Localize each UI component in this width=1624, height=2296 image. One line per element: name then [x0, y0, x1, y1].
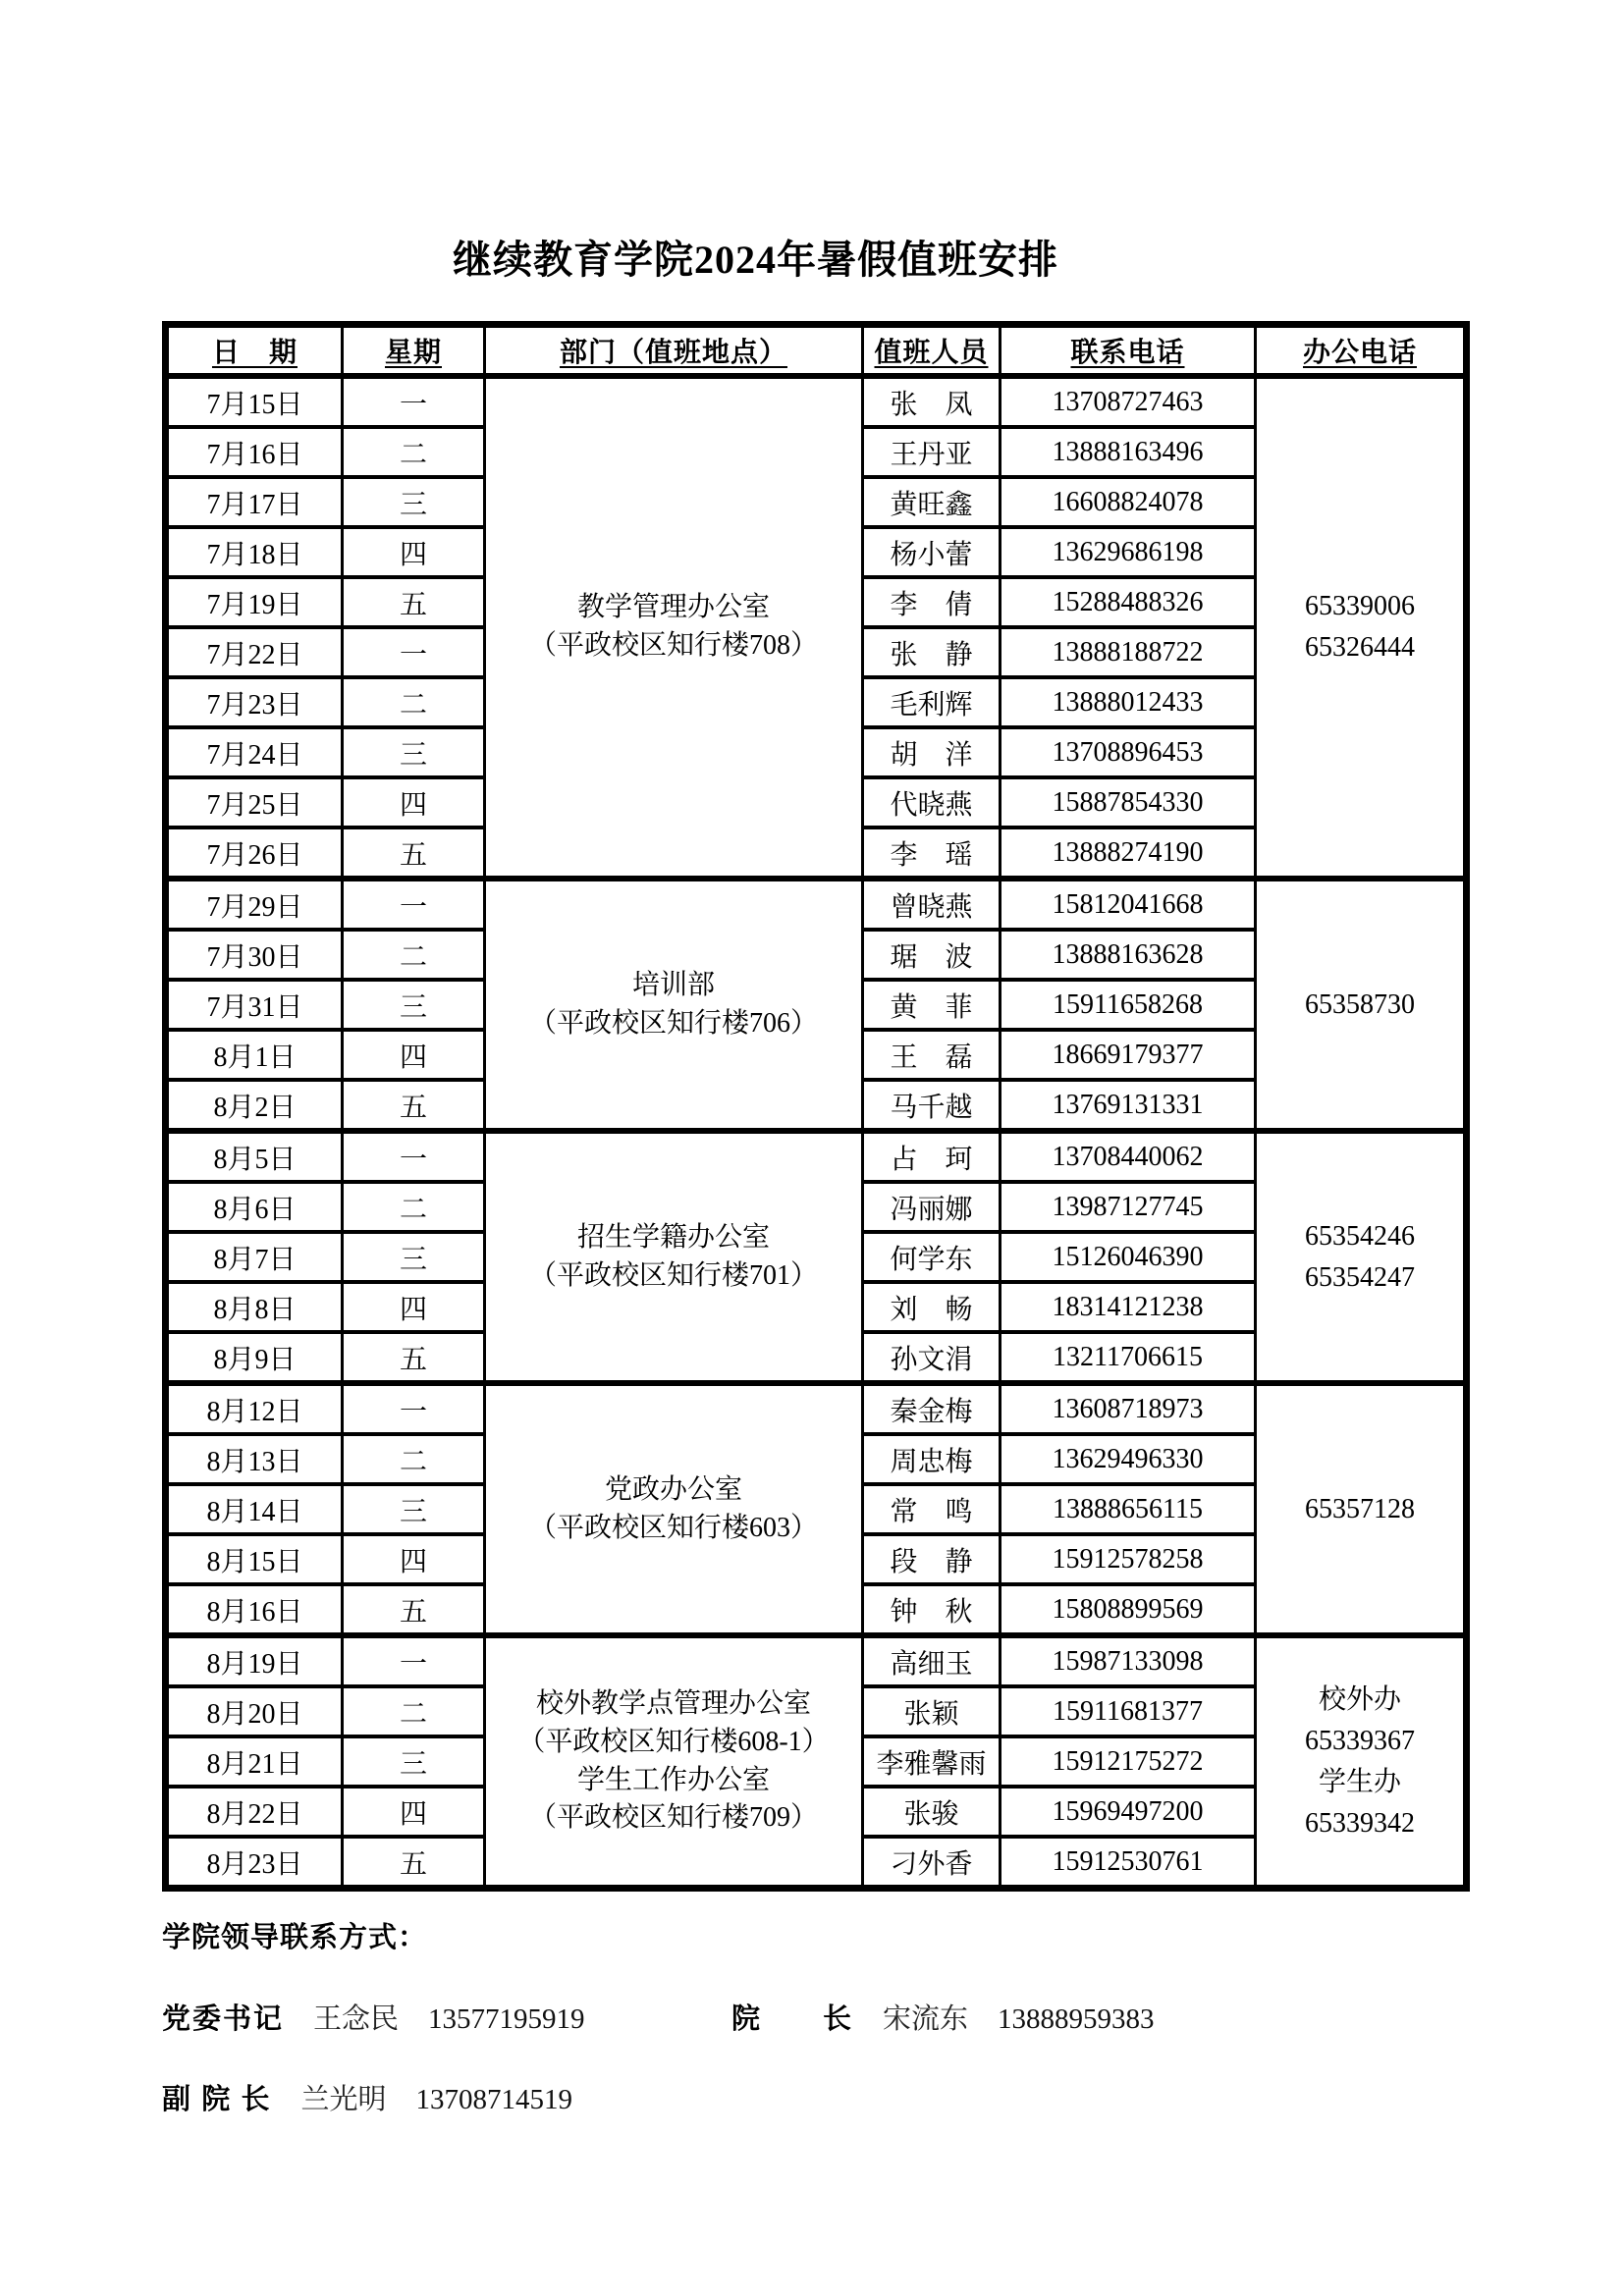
date-cell: 7月19日 [166, 577, 343, 627]
weekday-cell: 三 [343, 1232, 485, 1282]
phone-cell: 18669179377 [1001, 1030, 1256, 1080]
person-cell: 李雅馨雨 [863, 1736, 1001, 1787]
leader-title: 副 院 长 [162, 2084, 272, 2115]
person-cell: 占 珂 [863, 1131, 1001, 1182]
weekday-cell: 四 [343, 777, 485, 828]
date-cell: 8月12日 [166, 1383, 343, 1434]
person-cell: 黄旺鑫 [863, 477, 1001, 527]
date-cell: 8月15日 [166, 1534, 343, 1584]
date-cell: 7月15日 [166, 376, 343, 427]
person-cell: 杨小蕾 [863, 527, 1001, 577]
weekday-cell: 三 [343, 1484, 485, 1534]
person-cell: 刘 畅 [863, 1282, 1001, 1332]
table-header [166, 325, 1467, 377]
weekday-cell: 五 [343, 1584, 485, 1635]
date-cell: 8月13日 [166, 1434, 343, 1484]
table-row [166, 1383, 1467, 1434]
weekday-cell: 五 [343, 1332, 485, 1383]
leader-entry [162, 1997, 585, 2037]
date-cell: 8月5日 [166, 1131, 343, 1182]
department-cell-line: （平政校区知行楼608-1） [517, 1726, 830, 1757]
weekday-cell: 三 [343, 727, 485, 777]
person-cell: 刁外香 [863, 1837, 1001, 1889]
weekday-cell: 四 [343, 1534, 485, 1584]
office-phone-cell-line: 65339006 [1305, 591, 1415, 621]
phone-cell: 13608718973 [1001, 1383, 1256, 1434]
person-cell: 常 鸣 [863, 1484, 1001, 1534]
leader-name: 宋流东 [883, 2003, 969, 2035]
leaders-contact-section [162, 1915, 1463, 2116]
phone-cell: 15987133098 [1001, 1635, 1256, 1686]
table-row [166, 1635, 1467, 1686]
date-cell: 8月20日 [166, 1686, 343, 1736]
person-cell: 琚 波 [863, 930, 1001, 980]
phone-cell: 15288488326 [1001, 577, 1256, 627]
phone-cell: 13708727463 [1001, 376, 1256, 427]
department-cell-line: 党政办公室 [604, 1473, 742, 1505]
office-phone-cell-line: 65339367 [1305, 1725, 1415, 1756]
person-cell: 张 静 [863, 627, 1001, 677]
office-phone-cell [1256, 1383, 1467, 1635]
date-cell: 7月22日 [166, 627, 343, 677]
person-cell: 黄 菲 [863, 980, 1001, 1030]
header-cell-0: 日 期 [166, 325, 343, 377]
leader-entry [731, 1997, 1155, 2037]
date-cell: 7月30日 [166, 930, 343, 980]
department-cell-line: （平政校区知行楼709） [528, 1802, 818, 1834]
office-phone-cell-line: 65339342 [1305, 1807, 1415, 1839]
office-phone-cell-line: 学生办 [1318, 1766, 1401, 1797]
office-phone-cell-line: 65358730 [1305, 988, 1415, 1020]
phone-cell: 13888188722 [1001, 627, 1256, 677]
table-row [166, 1131, 1467, 1182]
weekday-cell: 一 [343, 1635, 485, 1686]
date-cell: 8月9日 [166, 1332, 343, 1383]
phone-cell: 18314121238 [1001, 1282, 1256, 1332]
header-cell-3: 值班人员 [863, 325, 1001, 377]
phone-cell: 15912530761 [1001, 1837, 1256, 1889]
date-cell: 8月19日 [166, 1635, 343, 1686]
department-cell-line: 招生学籍办公室 [576, 1221, 770, 1253]
person-cell: 李 瑶 [863, 828, 1001, 879]
header-cell-2: 部门（值班地点） [485, 325, 863, 377]
header-cell-5: 办公电话 [1256, 325, 1467, 377]
person-cell: 张 凤 [863, 376, 1001, 427]
person-cell: 李 倩 [863, 577, 1001, 627]
person-cell: 代晓燕 [863, 777, 1001, 828]
leader-phone: 13708714519 [415, 2084, 573, 2115]
leader-phone: 13888959383 [998, 2003, 1155, 2035]
office-phone-cell-line: 65354247 [1305, 1261, 1415, 1293]
date-cell: 8月8日 [166, 1282, 343, 1332]
department-cell-line: 学生工作办公室 [576, 1764, 770, 1795]
department-cell [485, 376, 863, 879]
date-cell: 8月22日 [166, 1787, 343, 1837]
phone-cell: 13211706615 [1001, 1332, 1256, 1383]
date-cell: 7月26日 [166, 828, 343, 879]
department-cell-line: （平政校区知行楼701） [528, 1259, 818, 1291]
leader-name: 王念民 [313, 2003, 400, 2035]
phone-cell: 13987127745 [1001, 1182, 1256, 1232]
department-cell-line: （平政校区知行楼603） [528, 1512, 818, 1543]
office-phone-cell-line: 65326444 [1305, 632, 1415, 663]
department-cell [485, 1635, 863, 1889]
person-cell: 王丹亚 [863, 427, 1001, 477]
phone-cell: 15912578258 [1001, 1534, 1256, 1584]
leader-line-2 [162, 2077, 1463, 2116]
table-header-row [166, 325, 1467, 377]
leader-phone: 13577195919 [428, 2003, 585, 2035]
weekday-cell: 一 [343, 879, 485, 930]
weekday-cell: 五 [343, 1837, 485, 1889]
leader-entry [162, 2077, 572, 2117]
date-cell: 7月24日 [166, 727, 343, 777]
date-cell: 8月2日 [166, 1080, 343, 1131]
weekday-cell: 三 [343, 980, 485, 1030]
date-cell: 7月18日 [166, 527, 343, 577]
office-phone-cell [1256, 879, 1467, 1131]
date-cell: 8月21日 [166, 1736, 343, 1787]
date-cell: 8月1日 [166, 1030, 343, 1080]
date-cell: 8月23日 [166, 1837, 343, 1889]
person-cell: 曾晓燕 [863, 879, 1001, 930]
person-cell: 王 磊 [863, 1030, 1001, 1080]
date-cell: 7月31日 [166, 980, 343, 1030]
date-cell: 8月7日 [166, 1232, 343, 1282]
phone-cell: 15911658268 [1001, 980, 1256, 1030]
date-cell: 8月16日 [166, 1584, 343, 1635]
person-cell: 孙文涓 [863, 1332, 1001, 1383]
department-cell-line: 校外教学点管理办公室 [535, 1688, 811, 1720]
phone-cell: 13888656115 [1001, 1484, 1256, 1534]
person-cell: 冯丽娜 [863, 1182, 1001, 1232]
leader-line-1 [162, 1997, 1463, 2036]
phone-cell: 13708440062 [1001, 1131, 1256, 1182]
table-row [166, 376, 1467, 427]
phone-cell: 15912175272 [1001, 1736, 1256, 1787]
weekday-cell: 一 [343, 1383, 485, 1434]
phone-cell: 13629496330 [1001, 1434, 1256, 1484]
phone-cell: 15969497200 [1001, 1787, 1256, 1837]
header-cell-1: 星期 [343, 325, 485, 377]
date-cell: 8月14日 [166, 1484, 343, 1534]
department-cell-line: 培训部 [631, 969, 715, 1000]
leaders-contact-heading: 学院领导联系方式： [162, 1922, 428, 1953]
person-cell: 周忠梅 [863, 1434, 1001, 1484]
phone-cell: 13629686198 [1001, 527, 1256, 577]
department-cell [485, 1383, 863, 1635]
department-cell [485, 879, 863, 1131]
leader-name: 兰光明 [300, 2084, 387, 2115]
person-cell: 高细玉 [863, 1635, 1001, 1686]
weekday-cell: 三 [343, 477, 485, 527]
document-page [162, 0, 1463, 2116]
department-cell [485, 1131, 863, 1383]
weekday-cell: 五 [343, 1080, 485, 1131]
weekday-cell: 二 [343, 930, 485, 980]
page-title: 继续教育学院2024年暑假值班安排 [453, 238, 1058, 282]
department-cell-line: （平政校区知行楼706） [528, 1007, 818, 1039]
phone-cell: 13708896453 [1001, 727, 1256, 777]
phone-cell: 15911681377 [1001, 1686, 1256, 1736]
date-cell: 7月29日 [166, 879, 343, 930]
weekday-cell: 二 [343, 1182, 485, 1232]
table-body [166, 376, 1467, 1889]
phone-cell: 16608824078 [1001, 477, 1256, 527]
leader-title: 党委书记 [162, 2003, 285, 2035]
person-cell: 马千越 [863, 1080, 1001, 1131]
office-phone-cell-line: 65354246 [1305, 1220, 1415, 1252]
weekday-cell: 二 [343, 427, 485, 477]
person-cell: 毛利辉 [863, 677, 1001, 727]
weekday-cell: 一 [343, 627, 485, 677]
date-cell: 7月16日 [166, 427, 343, 477]
weekday-cell: 二 [343, 677, 485, 727]
office-phone-cell [1256, 1131, 1467, 1383]
office-phone-cell-line: 校外办 [1318, 1683, 1401, 1715]
person-cell: 张颖 [863, 1686, 1001, 1736]
date-cell: 7月23日 [166, 677, 343, 727]
department-cell-line: 教学管理办公室 [576, 592, 770, 623]
phone-cell: 13888163496 [1001, 427, 1256, 477]
duty-schedule-table [162, 321, 1470, 1892]
department-cell-line: （平政校区知行楼708） [528, 630, 818, 661]
person-cell: 段 静 [863, 1534, 1001, 1584]
date-cell: 7月25日 [166, 777, 343, 828]
date-cell: 7月17日 [166, 477, 343, 527]
weekday-cell: 二 [343, 1434, 485, 1484]
person-cell: 何学东 [863, 1232, 1001, 1282]
office-phone-cell [1256, 1635, 1467, 1889]
weekday-cell: 一 [343, 376, 485, 427]
person-cell: 张骏 [863, 1787, 1001, 1837]
phone-cell: 15812041668 [1001, 879, 1256, 930]
weekday-cell: 四 [343, 1787, 485, 1837]
phone-cell: 13888274190 [1001, 828, 1256, 879]
weekday-cell: 四 [343, 1030, 485, 1080]
weekday-cell: 四 [343, 527, 485, 577]
leader-title: 院 长 [731, 2003, 854, 2035]
phone-cell: 15808899569 [1001, 1584, 1256, 1635]
phone-cell: 15126046390 [1001, 1232, 1256, 1282]
person-cell: 胡 洋 [863, 727, 1001, 777]
person-cell: 秦金梅 [863, 1383, 1001, 1434]
weekday-cell: 五 [343, 828, 485, 879]
weekday-cell: 四 [343, 1282, 485, 1332]
date-cell: 8月6日 [166, 1182, 343, 1232]
office-phone-cell-line: 65357128 [1305, 1493, 1415, 1524]
person-cell: 钟 秋 [863, 1584, 1001, 1635]
phone-cell: 13888163628 [1001, 930, 1256, 980]
weekday-cell: 二 [343, 1686, 485, 1736]
weekday-cell: 五 [343, 577, 485, 627]
weekday-cell: 三 [343, 1736, 485, 1787]
office-phone-cell [1256, 376, 1467, 879]
weekday-cell: 一 [343, 1131, 485, 1182]
header-cell-4: 联系电话 [1001, 325, 1256, 377]
phone-cell: 13888012433 [1001, 677, 1256, 727]
phone-cell: 15887854330 [1001, 777, 1256, 828]
phone-cell: 13769131331 [1001, 1080, 1256, 1131]
table-row [166, 879, 1467, 930]
